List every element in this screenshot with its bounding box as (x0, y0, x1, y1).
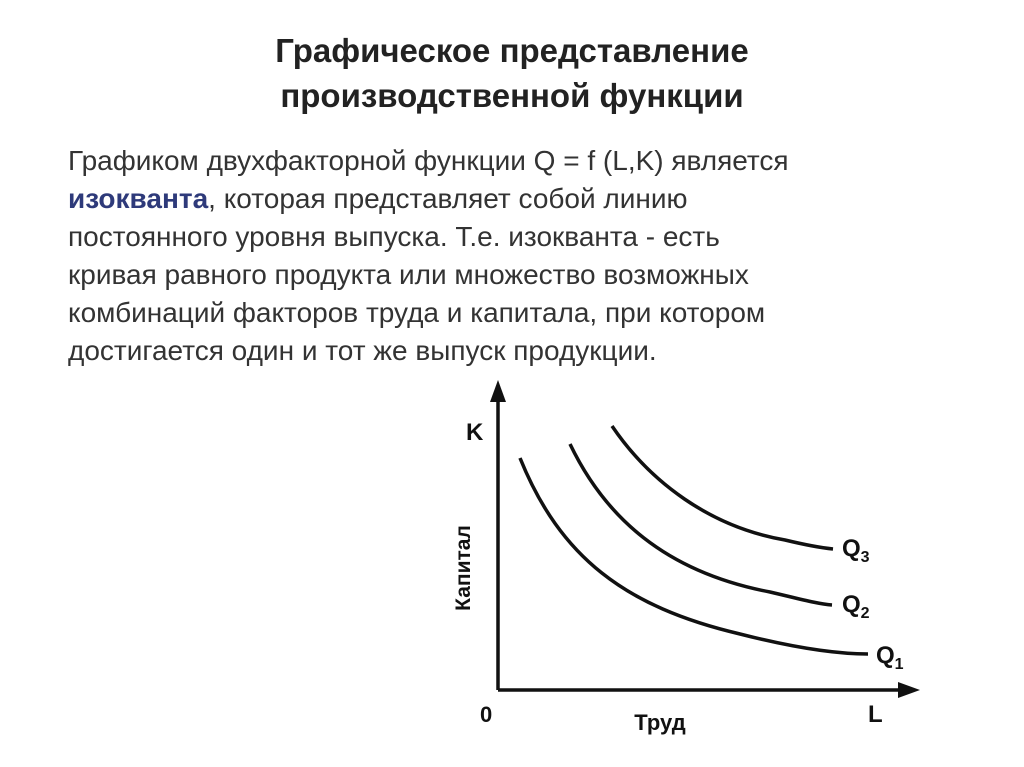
paragraph-line-2-rest: , которая представляет собой линию (208, 183, 688, 214)
paragraph-line-5: комбинаций факторов труда и капитала, при котором (68, 297, 766, 328)
isoquant-curve-q3 (612, 426, 833, 549)
y-axis-arrowhead (490, 380, 506, 402)
paragraph-line-4: кривая равного продукта или множество возможных (68, 259, 749, 290)
title-line-2: производственной функции (280, 77, 744, 114)
paragraph-line-2 (68, 180, 968, 218)
isoquant-curve-q1 (520, 458, 868, 654)
curve-label-q3: $Q_3$ (842, 535, 870, 566)
curve-label-q2: $Q_2$ (842, 591, 870, 622)
y-axis-symbol: K (466, 419, 484, 446)
title-line-1: Графическое представление (275, 32, 749, 69)
curve-label-q1: $Q_1$ (876, 642, 904, 673)
paragraph-line-3: постоянного уровня выпуска. Т.е. изокванта - есть (68, 221, 720, 252)
isoquant-curve-q2 (570, 444, 832, 605)
origin-label: 0 (480, 702, 493, 727)
x-axis-title: Труд (634, 710, 686, 735)
y-axis-title: Капитал (452, 525, 475, 611)
paragraph-line-1: Графиком двухфакторной функции Q = f (L,K) является (68, 145, 789, 176)
x-axis-arrowhead (898, 682, 920, 698)
definition-paragraph (68, 142, 968, 370)
paragraph-line-6: достигается один и тот же выпуск продукции. (68, 335, 657, 366)
isoquant-diagram (440, 372, 940, 747)
term-isoquant: изокванта (68, 183, 209, 214)
slide-title (112, 28, 912, 118)
x-axis-symbol: L (868, 701, 883, 728)
